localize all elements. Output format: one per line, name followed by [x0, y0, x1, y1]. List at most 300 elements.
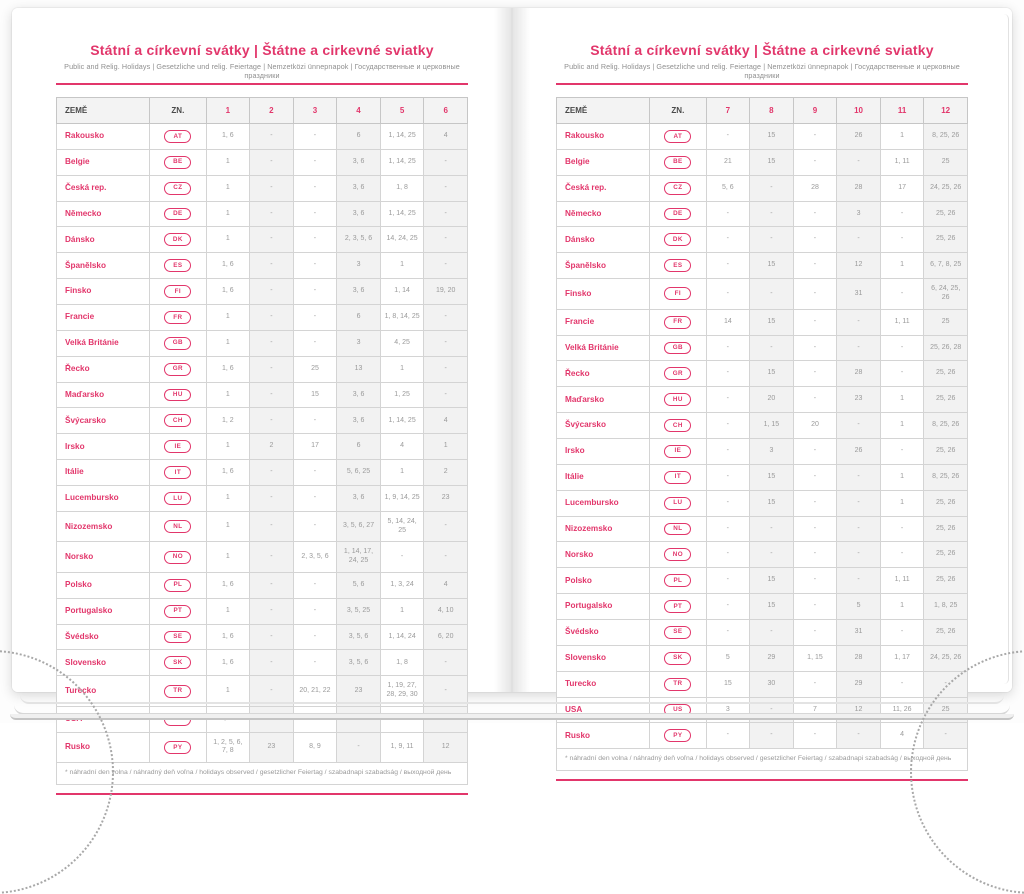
- country-row: [557, 361, 968, 387]
- month-days-cell: 25, 26, 28: [924, 335, 968, 361]
- country-name: Švýcarsko: [57, 408, 150, 434]
- month-days-cell: -: [837, 309, 881, 335]
- month-days-cell: -: [250, 460, 294, 486]
- header-month-2: 2: [250, 98, 294, 124]
- month-days-cell: 3, 6: [337, 279, 381, 305]
- month-days-cell: -: [924, 723, 968, 749]
- month-days-cell: 25: [924, 309, 968, 335]
- country-name: Lucembursko: [57, 486, 150, 512]
- month-days-cell: -: [880, 542, 924, 568]
- month-days-cell: 1: [206, 676, 250, 707]
- country-code-badge: SE: [664, 626, 691, 639]
- country-code-cell: [150, 330, 206, 356]
- month-days-cell: -: [837, 723, 881, 749]
- country-row: [557, 619, 968, 645]
- month-days-cell: -: [424, 305, 468, 331]
- country-name: Řecko: [557, 361, 650, 387]
- month-days-cell: -: [793, 619, 837, 645]
- month-days-cell: 3, 6: [337, 149, 381, 175]
- country-name: USA: [557, 697, 650, 723]
- country-row: [557, 309, 968, 335]
- country-code-badge: GB: [164, 337, 191, 350]
- month-days-cell: 2, 3, 5, 6: [293, 542, 337, 573]
- month-days-cell: 25, 26: [924, 201, 968, 227]
- month-days-cell: -: [880, 671, 924, 697]
- month-days-cell: -: [293, 650, 337, 676]
- country-code-cell: [650, 175, 706, 201]
- month-days-cell: -: [250, 175, 294, 201]
- country-code-badge: FI: [164, 285, 191, 298]
- country-code-badge: NO: [664, 548, 691, 561]
- country-code-cell: [150, 408, 206, 434]
- country-row: [57, 201, 468, 227]
- month-days-cell: -: [250, 124, 294, 150]
- month-days-cell: 1: [880, 594, 924, 620]
- country-code-badge: PY: [664, 729, 691, 742]
- month-days-cell: 1, 15: [793, 645, 837, 671]
- country-name: Švédsko: [557, 619, 650, 645]
- month-days-cell: 1, 3, 24: [380, 572, 424, 598]
- country-row: [557, 723, 968, 749]
- country-name: Španělsko: [557, 253, 650, 279]
- month-days-cell: -: [880, 227, 924, 253]
- month-days-cell: 6, 24, 25, 26: [924, 279, 968, 310]
- country-code-cell: [650, 671, 706, 697]
- month-days-cell: -: [706, 568, 750, 594]
- month-days-cell: 28: [837, 361, 881, 387]
- month-days-cell: 2: [424, 460, 468, 486]
- month-days-cell: 1: [380, 253, 424, 279]
- month-days-cell: 25, 26: [924, 361, 968, 387]
- month-days-cell: 3: [337, 330, 381, 356]
- month-days-cell: 24, 25, 26: [924, 175, 968, 201]
- month-days-cell: -: [424, 650, 468, 676]
- country-code-cell: [150, 650, 206, 676]
- month-days-cell: -: [924, 671, 968, 697]
- country-code-cell: [650, 619, 706, 645]
- country-row: [57, 279, 468, 305]
- country-name: Řecko: [57, 356, 150, 382]
- accent-rule-bottom: [56, 793, 468, 795]
- month-days-cell: 5, 14, 24, 25: [380, 511, 424, 542]
- month-days-cell: 6, 7, 8, 25: [924, 253, 968, 279]
- open-diary: [12, 8, 1012, 777]
- page-edge-line: [1004, 14, 1009, 684]
- month-days-cell: -: [837, 464, 881, 490]
- country-name: Irsko: [57, 434, 150, 460]
- month-days-cell: 25, 26: [924, 516, 968, 542]
- country-row: [57, 408, 468, 434]
- country-code-cell: [650, 438, 706, 464]
- month-days-cell: -: [837, 542, 881, 568]
- month-days-cell: -: [793, 149, 837, 175]
- country-row: [557, 568, 968, 594]
- month-days-cell: -: [250, 542, 294, 573]
- month-days-cell: -: [793, 124, 837, 150]
- month-days-cell: -: [880, 201, 924, 227]
- country-code-cell: [150, 434, 206, 460]
- month-days-cell: 28: [837, 645, 881, 671]
- country-row: [557, 413, 968, 439]
- month-days-cell: 31: [837, 619, 881, 645]
- month-days-cell: -: [293, 305, 337, 331]
- left-page: [12, 8, 512, 777]
- country-code-badge: GR: [664, 367, 691, 380]
- country-name: Maďarsko: [557, 387, 650, 413]
- country-code-badge: LU: [664, 497, 691, 510]
- country-code-cell: [650, 124, 706, 150]
- country-row: [57, 598, 468, 624]
- country-name: Norsko: [57, 542, 150, 573]
- month-days-cell: 1, 6: [206, 356, 250, 382]
- country-name: Slovensko: [57, 650, 150, 676]
- month-days-cell: -: [424, 175, 468, 201]
- country-row: [57, 511, 468, 542]
- month-days-cell: 5: [837, 594, 881, 620]
- country-code-badge: DE: [164, 208, 191, 221]
- month-days-cell: 1: [380, 356, 424, 382]
- month-days-cell: -: [424, 330, 468, 356]
- country-code-cell: [150, 279, 206, 305]
- country-code-badge: IT: [164, 466, 191, 479]
- country-code-cell: [150, 542, 206, 573]
- month-days-cell: -: [750, 542, 794, 568]
- month-days-cell: 1: [206, 382, 250, 408]
- month-days-cell: -: [293, 460, 337, 486]
- header-country: ZEMĚ: [57, 98, 150, 124]
- month-days-cell: -: [793, 279, 837, 310]
- month-days-cell: 1, 9, 11: [380, 732, 424, 763]
- month-days-cell: -: [250, 624, 294, 650]
- month-days-cell: 20: [750, 387, 794, 413]
- country-row: [57, 227, 468, 253]
- country-code-badge: SE: [164, 631, 191, 644]
- month-days-cell: 26: [837, 124, 881, 150]
- month-days-cell: 3, 5, 6: [337, 624, 381, 650]
- month-days-cell: 11, 26: [880, 697, 924, 723]
- month-days-cell: -: [750, 619, 794, 645]
- month-days-cell: 23: [337, 676, 381, 707]
- month-days-cell: 1: [206, 305, 250, 331]
- month-days-cell: 25, 26: [924, 490, 968, 516]
- month-days-cell: 1, 6: [206, 650, 250, 676]
- month-days-cell: 25, 26: [924, 568, 968, 594]
- month-days-cell: 1, 15: [750, 413, 794, 439]
- country-name: Velká Británie: [557, 335, 650, 361]
- country-name: Nizozemsko: [557, 516, 650, 542]
- country-code-badge: AT: [664, 130, 691, 143]
- month-days-cell: 31: [837, 279, 881, 310]
- country-name: Česká rep.: [57, 175, 150, 201]
- month-days-cell: 1, 25: [380, 382, 424, 408]
- month-days-cell: 15: [750, 568, 794, 594]
- month-days-cell: -: [293, 486, 337, 512]
- country-row: [57, 650, 468, 676]
- month-days-cell: 5: [706, 645, 750, 671]
- country-code-cell: [150, 732, 206, 763]
- country-code-badge: GB: [664, 342, 691, 355]
- month-days-cell: 3, 6: [337, 201, 381, 227]
- month-days-cell: -: [293, 598, 337, 624]
- month-days-cell: -: [793, 438, 837, 464]
- month-days-cell: 25: [293, 356, 337, 382]
- month-days-cell: -: [750, 279, 794, 310]
- country-row: [57, 175, 468, 201]
- country-row: [57, 542, 468, 573]
- country-name: Belgie: [57, 149, 150, 175]
- country-code-cell: [150, 572, 206, 598]
- month-days-cell: 25, 26: [924, 438, 968, 464]
- country-code-badge: SK: [664, 652, 691, 665]
- month-days-cell: -: [793, 568, 837, 594]
- month-days-cell: 1, 6: [206, 279, 250, 305]
- country-code-badge: ES: [164, 259, 191, 272]
- month-days-cell: 1, 14, 17, 24, 25: [337, 542, 381, 573]
- country-code-badge: TR: [664, 678, 691, 691]
- country-name: Rakousko: [57, 124, 150, 150]
- month-days-cell: 4: [424, 572, 468, 598]
- header-month-5: 5: [380, 98, 424, 124]
- month-days-cell: -: [293, 279, 337, 305]
- country-code-badge: BE: [664, 156, 691, 169]
- month-days-cell: -: [250, 408, 294, 434]
- month-days-cell: 23: [837, 387, 881, 413]
- month-days-cell: -: [706, 361, 750, 387]
- month-days-cell: -: [250, 486, 294, 512]
- month-days-cell: -: [793, 201, 837, 227]
- month-days-cell: 17: [880, 175, 924, 201]
- country-code-cell: [650, 516, 706, 542]
- month-days-cell: 3, 6: [337, 408, 381, 434]
- country-code-badge: CZ: [664, 182, 691, 195]
- country-code-cell: [150, 511, 206, 542]
- month-days-cell: 1: [206, 542, 250, 573]
- month-days-cell: -: [706, 227, 750, 253]
- month-days-cell: 3, 6: [337, 175, 381, 201]
- month-days-cell: 1, 14, 25: [380, 408, 424, 434]
- accent-rule-bottom: [556, 779, 968, 781]
- month-days-cell: 1, 14, 24: [380, 624, 424, 650]
- country-code-cell: [650, 594, 706, 620]
- month-days-cell: 1: [206, 175, 250, 201]
- country-code-badge: IE: [164, 440, 191, 453]
- country-name: Švýcarsko: [557, 413, 650, 439]
- month-days-cell: 1, 14, 25: [380, 149, 424, 175]
- country-row: [57, 486, 468, 512]
- country-code-badge: CZ: [164, 182, 191, 195]
- month-days-cell: 2: [250, 434, 294, 460]
- country-code-badge: FI: [664, 287, 691, 300]
- country-code-badge: PL: [664, 574, 691, 587]
- country-code-badge: FR: [164, 311, 191, 324]
- month-days-cell: -: [293, 253, 337, 279]
- month-days-cell: 4: [424, 408, 468, 434]
- month-days-cell: 6, 20: [424, 624, 468, 650]
- country-name: Německo: [57, 201, 150, 227]
- month-days-cell: -: [750, 723, 794, 749]
- country-name: Švédsko: [57, 624, 150, 650]
- month-days-cell: -: [750, 227, 794, 253]
- month-days-cell: -: [250, 330, 294, 356]
- month-days-cell: -: [250, 253, 294, 279]
- month-days-cell: -: [706, 387, 750, 413]
- month-days-cell: 1: [206, 511, 250, 542]
- footnote-text: * náhradní den volna / náhradný deň voľna / holidays observed / gesetzlicher Feiertag / szabadnapi szabadság / выходной день: [557, 749, 968, 770]
- month-days-cell: 1, 2: [206, 408, 250, 434]
- country-row: [557, 594, 968, 620]
- book-cover-edge: [10, 714, 1014, 720]
- country-row: [557, 671, 968, 697]
- month-days-cell: 25, 26: [924, 619, 968, 645]
- month-days-cell: 4, 10: [424, 598, 468, 624]
- country-code-cell: [650, 279, 706, 310]
- month-days-cell: 1: [206, 486, 250, 512]
- month-days-cell: 19, 20: [424, 279, 468, 305]
- country-row: [557, 175, 968, 201]
- country-code-cell: [150, 460, 206, 486]
- month-days-cell: -: [380, 542, 424, 573]
- page-title: Státní a církevní svátky | Štátne a cirkevné sviatky: [90, 42, 434, 58]
- month-days-cell: 5, 6, 25: [337, 460, 381, 486]
- month-days-cell: 12: [837, 253, 881, 279]
- month-days-cell: 28: [793, 175, 837, 201]
- month-days-cell: -: [837, 149, 881, 175]
- country-row: [57, 382, 468, 408]
- country-row: [557, 645, 968, 671]
- month-days-cell: 15: [750, 490, 794, 516]
- country-row: [557, 335, 968, 361]
- header-code: ZN.: [650, 98, 706, 124]
- month-days-cell: 3: [837, 201, 881, 227]
- month-days-cell: -: [750, 697, 794, 723]
- month-days-cell: -: [706, 723, 750, 749]
- month-days-cell: -: [880, 619, 924, 645]
- country-code-cell: [150, 175, 206, 201]
- country-code-badge: FR: [664, 316, 691, 329]
- month-days-cell: -: [293, 408, 337, 434]
- country-code-badge: NL: [664, 523, 691, 536]
- month-days-cell: -: [880, 438, 924, 464]
- month-days-cell: -: [793, 335, 837, 361]
- country-code-cell: [150, 305, 206, 331]
- month-days-cell: 1: [880, 387, 924, 413]
- country-name: Irsko: [557, 438, 650, 464]
- country-name: Norsko: [557, 542, 650, 568]
- month-days-cell: -: [793, 542, 837, 568]
- country-name: Dánsko: [57, 227, 150, 253]
- month-days-cell: 1, 14, 25: [380, 124, 424, 150]
- month-days-cell: 4: [424, 124, 468, 150]
- country-code-badge: GR: [164, 363, 191, 376]
- footnote-text: * náhradní den volna / náhradný deň voľna / holidays observed / gesetzlicher Feiertag / szabadnapi szabadság / выходной день: [57, 763, 468, 784]
- country-row: [557, 279, 968, 310]
- country-name: Francie: [557, 309, 650, 335]
- month-days-cell: 1, 11: [880, 309, 924, 335]
- month-days-cell: 3, 5, 6: [337, 650, 381, 676]
- country-name: Belgie: [557, 149, 650, 175]
- month-days-cell: 4: [880, 723, 924, 749]
- country-code-cell: [150, 124, 206, 150]
- month-days-cell: 5, 6: [337, 572, 381, 598]
- country-name: Polsko: [557, 568, 650, 594]
- month-days-cell: -: [250, 279, 294, 305]
- month-days-cell: 13: [337, 356, 381, 382]
- country-code-cell: [650, 361, 706, 387]
- country-code-badge: US: [664, 704, 691, 717]
- month-days-cell: 25, 26: [924, 227, 968, 253]
- country-row: [57, 330, 468, 356]
- month-days-cell: 1, 11: [880, 149, 924, 175]
- accent-rule-top: [56, 83, 468, 85]
- country-code-badge: PT: [664, 600, 691, 613]
- country-row: [557, 149, 968, 175]
- month-days-cell: 15: [750, 464, 794, 490]
- holidays-table-months-1-6: [56, 97, 468, 785]
- country-code-cell: [650, 201, 706, 227]
- country-code-badge: IT: [664, 471, 691, 484]
- month-days-cell: 1: [880, 124, 924, 150]
- month-days-cell: -: [706, 516, 750, 542]
- country-name: Česká rep.: [557, 175, 650, 201]
- country-code-cell: [150, 201, 206, 227]
- month-days-cell: 1, 6: [206, 572, 250, 598]
- right-page: [512, 8, 1012, 763]
- month-days-cell: -: [837, 335, 881, 361]
- header-month-12: 12: [924, 98, 968, 124]
- country-code-cell: [150, 227, 206, 253]
- month-days-cell: -: [750, 175, 794, 201]
- country-code-badge: HU: [664, 393, 691, 406]
- month-days-cell: 3: [337, 253, 381, 279]
- header-month-7: 7: [706, 98, 750, 124]
- country-name: Finsko: [57, 279, 150, 305]
- month-days-cell: 28: [837, 175, 881, 201]
- country-code-cell: [150, 356, 206, 382]
- month-days-cell: -: [706, 413, 750, 439]
- month-days-cell: 3: [750, 438, 794, 464]
- header-row: [57, 98, 468, 124]
- country-row: [557, 387, 968, 413]
- country-name: Portugalsko: [557, 594, 650, 620]
- month-days-cell: 1: [880, 253, 924, 279]
- month-days-cell: 25: [924, 149, 968, 175]
- country-code-cell: [650, 542, 706, 568]
- month-days-cell: -: [880, 279, 924, 310]
- month-days-cell: 23: [424, 486, 468, 512]
- month-days-cell: 1: [880, 413, 924, 439]
- month-days-cell: 3, 5, 6, 27: [337, 511, 381, 542]
- country-row: [557, 438, 968, 464]
- header-month-10: 10: [837, 98, 881, 124]
- month-days-cell: 12: [424, 732, 468, 763]
- footnote-row: [57, 763, 468, 784]
- month-days-cell: 30: [750, 671, 794, 697]
- month-days-cell: 1, 8, 25: [924, 594, 968, 620]
- month-days-cell: 5, 6: [706, 175, 750, 201]
- country-row: [557, 201, 968, 227]
- month-days-cell: 1, 6: [206, 624, 250, 650]
- month-days-cell: -: [293, 175, 337, 201]
- country-name: Rakousko: [557, 124, 650, 150]
- month-days-cell: 12: [837, 697, 881, 723]
- month-days-cell: -: [706, 594, 750, 620]
- month-days-cell: 1, 19, 27, 28, 29, 30: [380, 676, 424, 707]
- month-days-cell: 15: [750, 149, 794, 175]
- month-days-cell: -: [750, 516, 794, 542]
- month-days-cell: 1, 2, 5, 6, 7, 8: [206, 732, 250, 763]
- month-days-cell: -: [706, 124, 750, 150]
- month-days-cell: -: [293, 124, 337, 150]
